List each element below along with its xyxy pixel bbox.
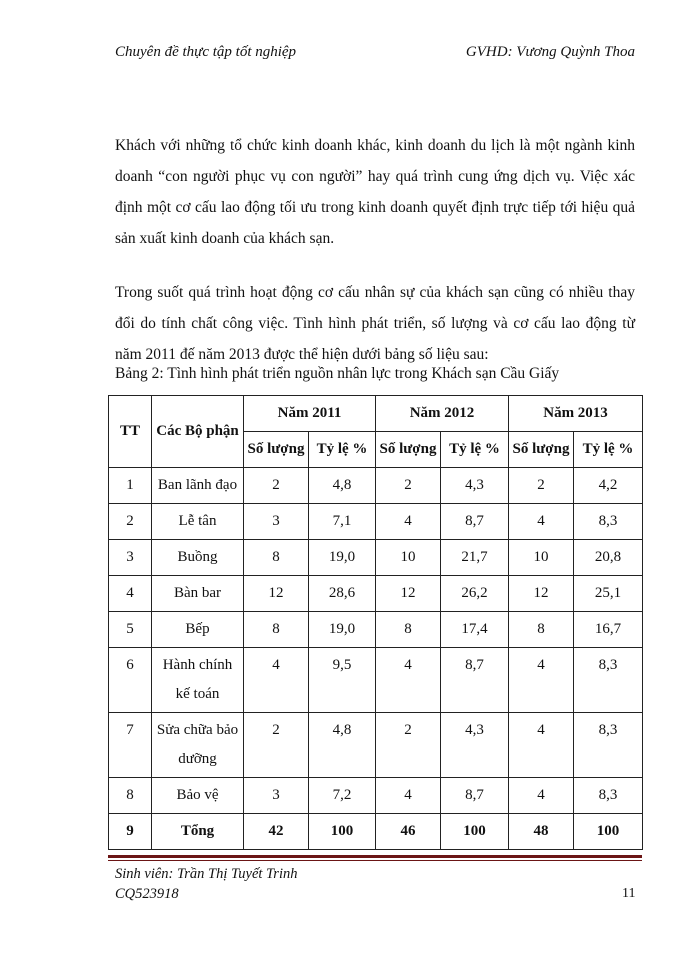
- cell-pct-2013: 16,7: [574, 612, 643, 648]
- cell-count-2012: 10: [376, 540, 441, 576]
- paragraph-2: Trong suốt quá trình hoạt động cơ cấu nhân sự của khách sạn cũng có nhiều thay đổi do tính chất công việc. Tình hình phát triển, số lượng và cơ cấu lao động từ năm 2011 đế năm 2013 được thể hiện dưới bảng số liệu sau:: [115, 284, 635, 363]
- cell-count-2013: 4: [509, 778, 574, 814]
- cell-pct-2013: 20,8: [574, 540, 643, 576]
- header-count-2011: Số lượng: [244, 432, 309, 468]
- cell-count-2013: 8: [509, 612, 574, 648]
- cell-count-2011: 3: [244, 504, 309, 540]
- table-row: [109, 713, 643, 778]
- cell-pct-2013: 25,1: [574, 576, 643, 612]
- staff-table: [108, 395, 643, 850]
- cell-count-2012: 4: [376, 778, 441, 814]
- cell-pct-2011: 7,1: [309, 504, 376, 540]
- footer-student-id: CQ523918: [115, 886, 179, 902]
- table-row: [109, 576, 643, 612]
- table-row: [109, 814, 643, 850]
- cell-pct-2013: 8,3: [574, 778, 643, 814]
- cell-count-2011: 12: [244, 576, 309, 612]
- header-count-2012: Số lượng: [376, 432, 441, 468]
- cell-tt: 6: [109, 648, 152, 713]
- cell-count-2011: 8: [244, 612, 309, 648]
- cell-count-2012: 2: [376, 713, 441, 778]
- table-row: [109, 504, 643, 540]
- header-year-2013: Năm 2013: [509, 396, 643, 432]
- cell-tt: 7: [109, 713, 152, 778]
- cell-department: Bếp: [152, 612, 244, 648]
- table-body: [109, 468, 643, 850]
- cell-pct-2013: 4,2: [574, 468, 643, 504]
- cell-pct-2011: 19,0: [309, 540, 376, 576]
- table-row: [109, 468, 643, 504]
- cell-pct-2012: 4,3: [441, 713, 509, 778]
- table-row: [109, 778, 643, 814]
- cell-pct-2012: 100: [441, 814, 509, 850]
- cell-count-2011: 2: [244, 468, 309, 504]
- footer-student-name: Sinh viên: Trần Thị Tuyết Trinh: [115, 866, 298, 882]
- cell-department: Hành chính kế toán: [152, 648, 244, 713]
- cell-count-2013: 10: [509, 540, 574, 576]
- cell-pct-2012: 17,4: [441, 612, 509, 648]
- cell-count-2013: 48: [509, 814, 574, 850]
- cell-pct-2012: 8,7: [441, 778, 509, 814]
- cell-count-2012: 4: [376, 504, 441, 540]
- cell-tt: 8: [109, 778, 152, 814]
- cell-count-2013: 4: [509, 713, 574, 778]
- cell-pct-2013: 100: [574, 814, 643, 850]
- header-pct-2012: Tỷ lệ %: [441, 432, 509, 468]
- cell-department: Bàn bar: [152, 576, 244, 612]
- header-year-2011: Năm 2011: [244, 396, 376, 432]
- header-course-title: Chuyên đề thực tập tốt nghiệp: [115, 44, 297, 60]
- cell-count-2012: 2: [376, 468, 441, 504]
- cell-count-2011: 42: [244, 814, 309, 850]
- header-tt: TT: [109, 396, 152, 468]
- cell-department: Sửa chữa bảo dưỡng: [152, 713, 244, 778]
- cell-tt: 1: [109, 468, 152, 504]
- cell-pct-2013: 8,3: [574, 504, 643, 540]
- header-pct-2013: Tỷ lệ %: [574, 432, 643, 468]
- cell-tt: 3: [109, 540, 152, 576]
- paragraph-1: Khách với những tổ chức kinh doanh khác, kinh doanh du lịch là một ngành kinh doanh “con người phục vụ con người” hay quá trình cung ứng dịch vụ. Việc xác định một cơ cấu lao động tối ưu trong kinh doanh quyết định trực tiếp tới hiệu quả sản xuất kinh doanh của khách sạn.: [115, 137, 635, 247]
- cell-department: Buồng: [152, 540, 244, 576]
- cell-count-2011: 4: [244, 648, 309, 713]
- page-number: 11: [622, 886, 636, 901]
- cell-count-2013: 4: [509, 504, 574, 540]
- cell-count-2013: 2: [509, 468, 574, 504]
- table-caption: Bảng 2: Tình hình phát triển nguồn nhân lực trong Khách sạn Cầu Giấy: [115, 365, 560, 382]
- cell-count-2011: 8: [244, 540, 309, 576]
- cell-pct-2011: 19,0: [309, 612, 376, 648]
- header-department: Các Bộ phận: [152, 396, 244, 468]
- header-year-2012: Năm 2012: [376, 396, 509, 432]
- cell-pct-2011: 4,8: [309, 713, 376, 778]
- cell-pct-2011: 4,8: [309, 468, 376, 504]
- cell-tt: 2: [109, 504, 152, 540]
- cell-count-2011: 2: [244, 713, 309, 778]
- cell-tt: 5: [109, 612, 152, 648]
- table-row: [109, 648, 643, 713]
- cell-pct-2012: 8,7: [441, 648, 509, 713]
- cell-pct-2012: 21,7: [441, 540, 509, 576]
- cell-pct-2013: 8,3: [574, 713, 643, 778]
- cell-department: Ban lãnh đạo: [152, 468, 244, 504]
- cell-count-2012: 8: [376, 612, 441, 648]
- cell-department: Lễ tân: [152, 504, 244, 540]
- cell-department: Tổng: [152, 814, 244, 850]
- cell-pct-2011: 9,5: [309, 648, 376, 713]
- cell-tt: 4: [109, 576, 152, 612]
- cell-count-2012: 12: [376, 576, 441, 612]
- cell-count-2012: 46: [376, 814, 441, 850]
- header-supervisor: GVHD: Vương Quỳnh Thoa: [465, 44, 635, 60]
- cell-count-2013: 4: [509, 648, 574, 713]
- cell-pct-2012: 4,3: [441, 468, 509, 504]
- header-pct-2011: Tỷ lệ %: [309, 432, 376, 468]
- cell-pct-2012: 8,7: [441, 504, 509, 540]
- cell-count-2013: 12: [509, 576, 574, 612]
- table-row: [109, 612, 643, 648]
- table-row: [109, 540, 643, 576]
- cell-pct-2011: 28,6: [309, 576, 376, 612]
- page-header: [115, 44, 635, 61]
- cell-count-2012: 4: [376, 648, 441, 713]
- footer-rule-thin: [108, 860, 642, 861]
- footer-rule: [108, 855, 642, 858]
- cell-pct-2013: 8,3: [574, 648, 643, 713]
- header-count-2013: Số lượng: [509, 432, 574, 468]
- cell-pct-2011: 100: [309, 814, 376, 850]
- cell-count-2011: 3: [244, 778, 309, 814]
- cell-tt: 9: [109, 814, 152, 850]
- cell-department: Bảo vệ: [152, 778, 244, 814]
- cell-pct-2011: 7,2: [309, 778, 376, 814]
- cell-pct-2012: 26,2: [441, 576, 509, 612]
